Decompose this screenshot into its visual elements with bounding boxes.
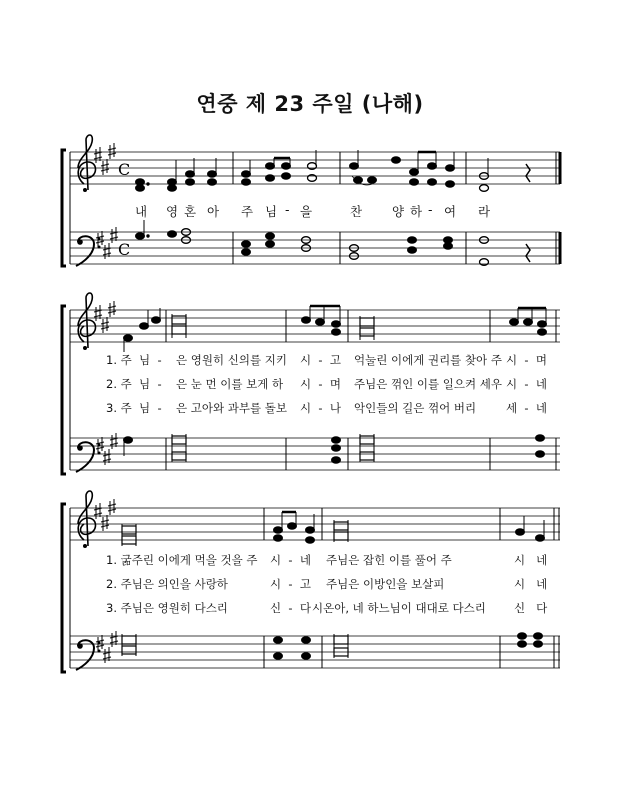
lyric-syllable: 여 <box>444 204 457 219</box>
lyric-syllable: 양 <box>392 204 405 219</box>
svg-text:C: C <box>118 240 131 259</box>
lyric-syllable: - <box>285 202 290 217</box>
lyric-syllable: 을 <box>300 204 313 219</box>
lyric-syllable: 주 <box>241 204 254 219</box>
lyric-syllable: 영 <box>166 204 179 219</box>
lyric-syllable: 라 <box>478 204 491 219</box>
page-title: 연중 제 23 주일 (나해) <box>196 92 424 116</box>
lyric-syllable: 아 <box>207 204 220 219</box>
lyric-syllable: 님 <box>265 204 278 219</box>
lyric-syllable: - <box>428 202 433 217</box>
lyric-syllable: 혼 <box>184 204 197 219</box>
lyric-syllable: 찬 <box>350 204 363 219</box>
lyric-syllable: 내 <box>135 204 148 219</box>
time-signature: C <box>118 160 131 179</box>
lyric-syllable: 하 <box>410 204 423 219</box>
system-1 <box>62 135 560 266</box>
